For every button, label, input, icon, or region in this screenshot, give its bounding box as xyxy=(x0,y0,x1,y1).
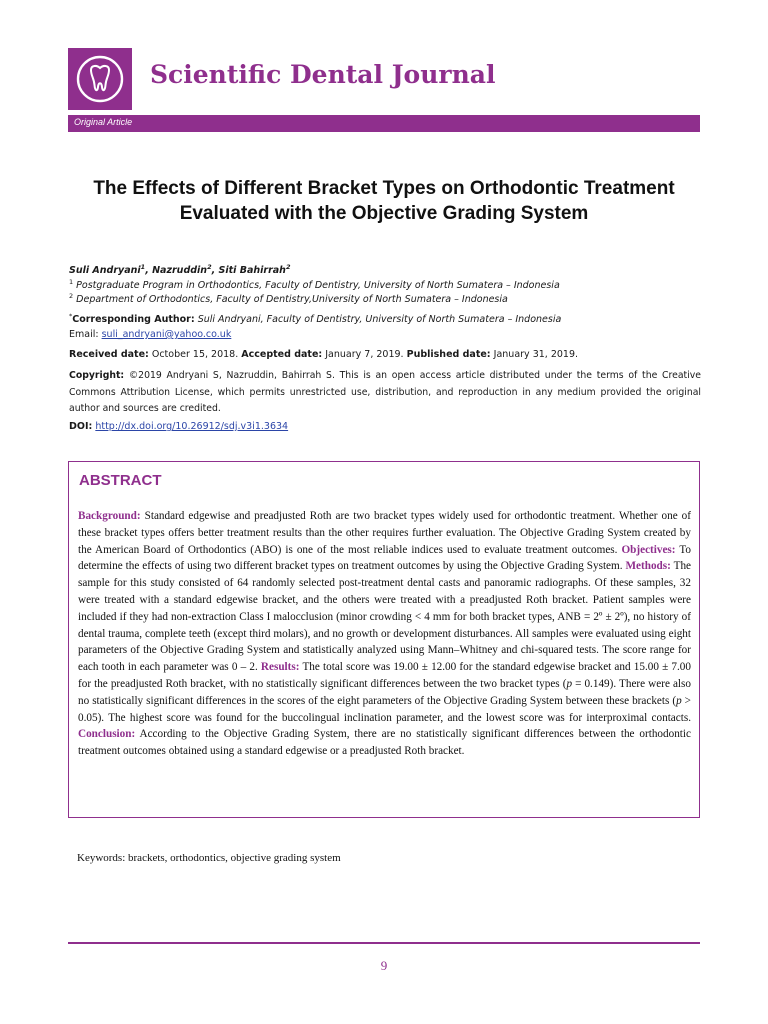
paper-title-line-2: Evaluated with the Objective Grading System xyxy=(179,203,589,224)
corresponding-author: *Corresponding Author: Suli Andryani, Faculty of Dentistry, University of North Sumatera – Indonesia xyxy=(69,311,562,325)
results-label: Results: xyxy=(260,661,300,674)
conclusion-label: Conclusion: xyxy=(78,728,136,741)
email-link[interactable]: suli_andryani@yahoo.co.uk xyxy=(101,329,232,340)
background-label: Background: xyxy=(78,510,141,522)
received-date: October 15, 2018. xyxy=(151,349,239,360)
affiliation-2: $^2$ Department of Orthodontics, Faculty of Dentistry,University of North Sumatera – Indonesia xyxy=(69,291,508,305)
accepted-date: January 7, 2019. xyxy=(325,349,404,360)
article-type: Original Article xyxy=(74,117,133,127)
keywords: Keywords: brackets, orthodontics, objective grading system xyxy=(77,852,341,864)
results-text: The total score was 19.00 ± 12.00 for the standard edgewise bracket and 15.00 ± 7.00 for the preadjusted Roth bracket, with no statistically significant differences between the two bracket types (p = 0.149). There were also no statistically significant differences in the scores of the eight parameters of the Objective Grading System between these brackets (p > 0.05). The highest score was found for the buccolingual inclination parameter, and the lowest score was for interproximal contacts. xyxy=(78,661,691,724)
tooth-icon xyxy=(68,48,132,110)
doi-link[interactable]: http://dx.doi.org/10.26912/sdj.v3i1.3634 xyxy=(95,421,289,432)
abstract-heading: ABSTRACT xyxy=(79,472,162,489)
abstract-box xyxy=(68,461,700,818)
affiliation-1: $^1$ Postgraduate Program in Orthodontics, Faculty of Dentistry, University of North Sumatera – Indonesia xyxy=(69,277,560,291)
methods-text: The sample for this study consisted of 64 randomly selected post-treatment dental casts and panoramic radiographs. Of these samples, 32 were treated with a standard edgewise bracket, and the others were treated with a preadjusted Roth bracket. Patient samples were included if they had non-extraction Class I malocclusion (minor crowding < 4 mm for both bracket types, ANB = 2º ± 2º), no history of dental trauma, complete teeth (except third molars), and no growth or development disturbances. All samples were evaluated using eight parameters of the Objective Grading System and statistically analyzed using Mann–Whitney and chi-squared tests. The score range for each tooth in each parameter was 0 – 2. xyxy=(78,560,692,674)
page-number: 9 xyxy=(380,958,388,973)
objectives-text: To determine the effects of using two different bracket types on treatment outcomes by using the Objective Grading System. xyxy=(78,543,691,573)
journal-logo xyxy=(68,48,132,110)
published-date: January 31, 2019. xyxy=(493,349,579,360)
email-line: Email: suli_andryani@yahoo.co.uk xyxy=(69,329,232,340)
paper-title-line-1: The Effects of Different Bracket Types on Orthodontic Treatment xyxy=(93,178,675,199)
background-text: Standard edgewise and preadjusted Roth are two bracket types widely used for orthodontic treatment. Whether one of these bracket types offers better treatment results than the other requires further evaluation. The Objective Grading System created by the American Board of Orthodontics (ABO) is one of the most reliable indices used to evaluate treatment outcomes. xyxy=(78,510,691,556)
author-name: Siti Bahirrah xyxy=(218,265,286,276)
methods-label: Methods: xyxy=(625,560,671,573)
paper-title xyxy=(60,176,708,226)
doi-line: DOI: http://dx.doi.org/10.26912/sdj.v3i1.3634 xyxy=(69,421,289,432)
abstract-body xyxy=(78,508,691,760)
conclusion-text: According to the Objective Grading System, there are no statistically significant differences between the orthodontic treatment outcomes obtained using a standard edgewise or a preadjusted Roth bracket. xyxy=(78,728,691,758)
journal-title: Scientific Dental Journal xyxy=(150,60,496,89)
objectives-label: Objectives: xyxy=(621,543,676,556)
footer-divider xyxy=(68,942,700,944)
author-name: Nazruddin xyxy=(152,265,208,276)
author-list: Suli Andryani$^1$, Nazruddin$^2$, Siti Bahirrah$^2$ xyxy=(69,262,291,276)
copyright-notice: Copyright: ©2019 Andryani S, Nazruddin, Bahirrah S. This is an open access article distributed under the terms of the Creative Commons Attribution License, which permits unrestricted use, distribution, and reproduction in any medium provided the original author and sources are credited. xyxy=(69,370,701,414)
article-type-bar xyxy=(68,115,700,132)
dates-line: Received date: October 15, 2018. Accepted date: January 7, 2019. Published date: January 31, 2019. xyxy=(69,349,579,360)
author-name: Suli Andryani xyxy=(69,265,141,276)
